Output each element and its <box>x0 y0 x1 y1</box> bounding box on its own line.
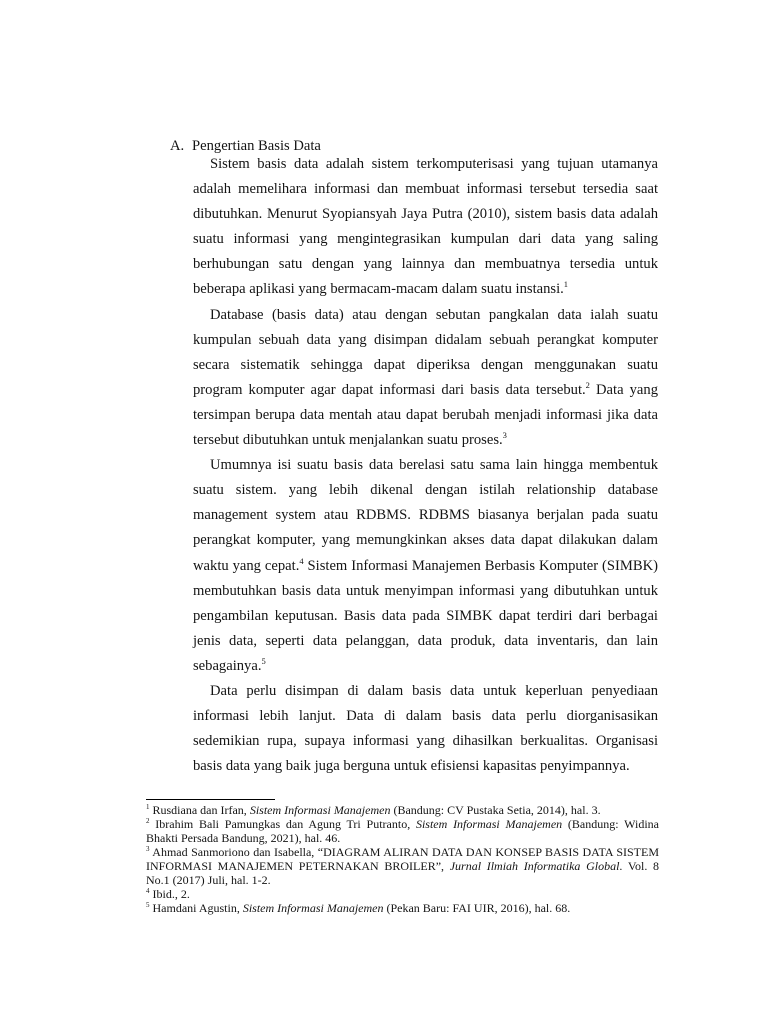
footnote-number: 3 <box>146 845 150 853</box>
footnote-title: Jurnal Ilmiah Informatika Global <box>449 859 620 873</box>
footnote <box>146 817 659 845</box>
footnote-text: (Bandung: Widina Bhakti Persada Bandung, 2021), hal. 46. <box>146 817 659 845</box>
footnote <box>146 901 659 915</box>
footnote-text: Ibid., 2. <box>149 887 190 901</box>
footnote-title: Sistem Informasi Manajemen <box>415 817 563 831</box>
paragraph-text: Sistem basis data adalah sistem terkomputerisasi yang tujuan utamanya adalah memelihara informasi dan membuat informasi tersebut tersedia saat dibutuhkan. Menurut Syopiansyah Jaya Putra (2010), sistem basis data adalah suatu informasi yang mengintegrasikan kumpulan dari data yang saling berhubungan satu dengan yang lainnya dan membuatnya tersedia untuk beberapa aplikasi yang bermacam-macam dalam suatu instansi. <box>193 156 658 298</box>
footnote-number: 5 <box>146 901 150 909</box>
footnote-text: Rusdiana dan Irfan, <box>149 803 250 817</box>
footnote <box>146 845 659 887</box>
footnote-text: . Vol. 8 No.1 (2017) Juli, hal. 1-2. <box>146 859 659 887</box>
footnote-title: Sistem Informasi Manajemen <box>242 901 384 915</box>
footnote-reference: 1 <box>563 279 569 290</box>
paragraph-text: Data perlu disimpan di dalam basis data untuk keperluan penyediaan informasi lebih lanjut. Data di dalam basis data perlu diorganisasikan sedemikian rupa, supaya informasi yang dihasilkan berkualitas. Organisasi basis data yang baik juga berguna untuk efisiensi kapasitas penyimpannya. <box>193 682 658 775</box>
paragraph-text: Sistem Informasi Manajemen Berbasis Komputer (SIMBK) membutuhkan basis data untuk menyimpan informasi yang dibutuhkan untuk pengambilan keputusan. Basis data pada SIMBK dapat terdiri dari berbagai jenis data, seperti data pelanggan, data produk, data inventaris, dan lain sebagainya. <box>193 557 659 674</box>
footnotes <box>146 803 659 915</box>
section-title: Pengertian Basis Data <box>192 138 321 154</box>
footnote-text: (Bandung: CV Pustaka Setia, 2014), hal. 3. <box>390 803 601 817</box>
footnote-reference: 5 <box>261 656 266 667</box>
footnote-title: Sistem Informasi Manajemen <box>249 803 391 817</box>
footnote-number: 1 <box>146 803 150 811</box>
footnote-separator <box>146 799 275 800</box>
body-paragraph <box>193 303 658 454</box>
footnote-number: 2 <box>146 817 150 825</box>
body-paragraph <box>193 679 658 779</box>
paragraph-text: Umumnya isi suatu basis data berelasi satu sama lain hingga membentuk suatu sistem. yang lebih dikenal dengan istilah relationship database management system atau RDBMS. RDBMS biasanya berjalan pada suatu perangkat komputer, yang memungkinkan akses data dapat dilakukan dalam waktu yang cepat. <box>193 457 658 574</box>
body-text <box>193 152 658 779</box>
body-paragraph <box>193 453 658 679</box>
footnote-reference: 4 <box>299 555 304 566</box>
footnote-reference: 2 <box>585 379 590 390</box>
footnote-number: 4 <box>146 887 150 895</box>
footnote-text: (Pekan Baru: FAI UIR, 2016), hal. 68. <box>383 901 571 915</box>
footnote <box>146 803 659 817</box>
paragraph-text: Database (basis data) atau dengan sebutan pangkalan data ialah suatu kumpulan sebuah data yang disimpan didalam sebuah perangkat komputer secara sistematik sehingga dapat diperiksa dengan menggunakan suatu program komputer agar dapat informasi dari basis data tersebut. <box>193 306 658 398</box>
body-paragraph <box>193 152 658 303</box>
footnote-text: Ibrahim Bali Pamungkas dan Agung Tri Putranto, <box>149 817 416 831</box>
footnote <box>146 887 659 901</box>
paragraph-text: Data yang tersimpan berupa data mentah atau dapat berubah menjadi informasi jika data tersebut dibutuhkan untuk menjalankan suatu proses. <box>193 381 658 449</box>
footnote-text: Hamdani Agustin, <box>149 901 243 915</box>
footnote-reference: 3 <box>502 430 507 441</box>
section-letter: A. <box>170 138 185 154</box>
footnote-text: Ahmad Sanmoriono dan Isabella, “DIAGRAM ALIRAN DATA DAN KONSEP BASIS DATA SISTEM INFORMASI MANAJEMEN PETERNAKAN BROILER”, <box>146 845 659 873</box>
